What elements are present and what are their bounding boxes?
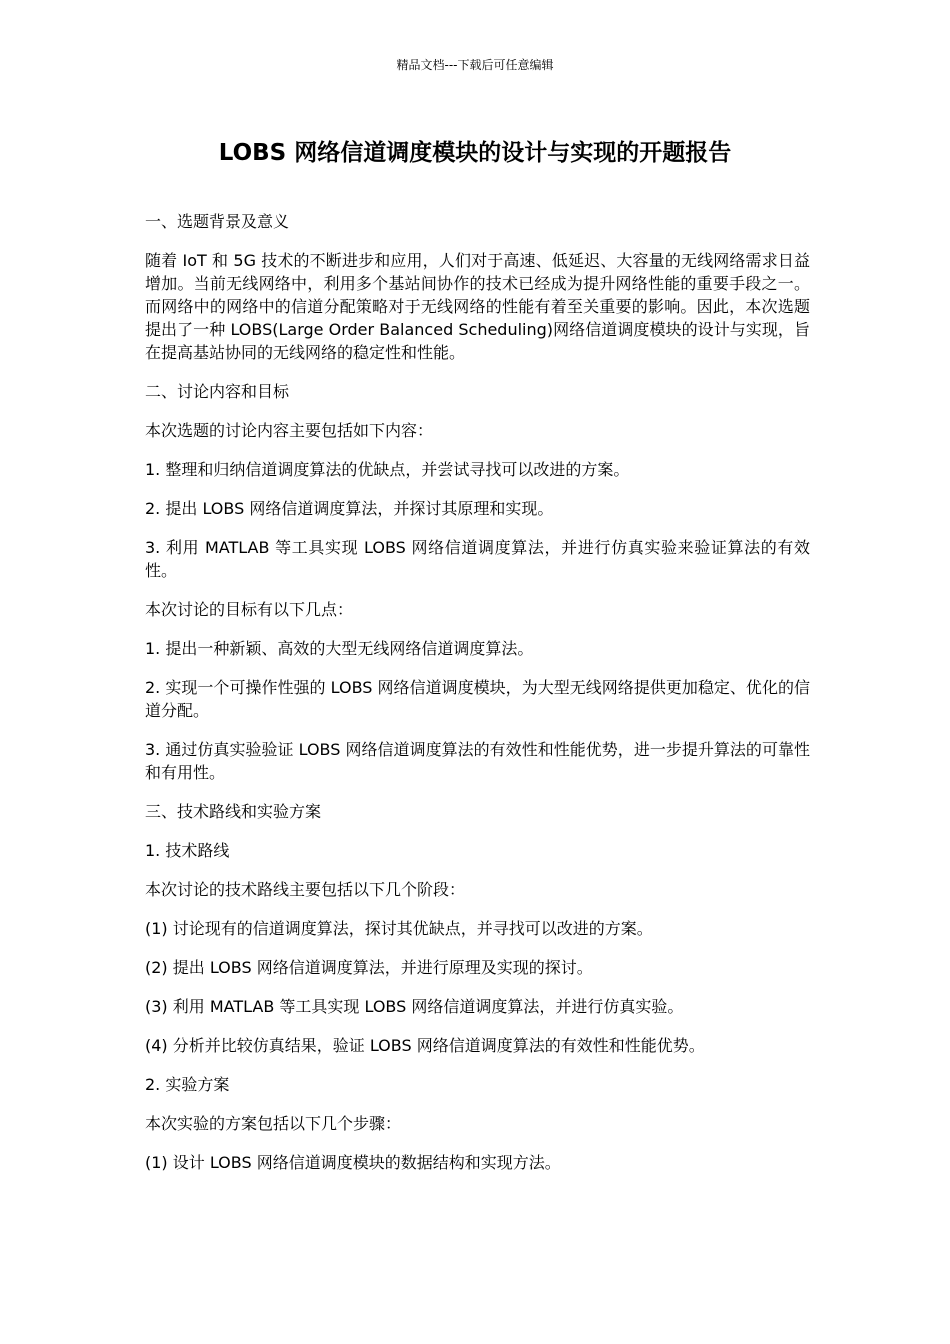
header-note: 精品文档---下载后可任意编辑	[396, 58, 554, 72]
paragraph-goals-intro: 本次讨论的目标有以下几点：	[145, 600, 354, 619]
paragraph-route-intro: 本次讨论的技术路线主要包括以下几个阶段：	[145, 880, 466, 899]
section-heading-technical-route: 三、技术路线和实验方案	[145, 802, 322, 821]
goal-item-1: 1. 提出一种新颖、高效的大型无线网络信道调度算法。	[145, 639, 534, 658]
paragraph-plan-intro: 本次实验的方案包括以下几个步骤：	[145, 1114, 402, 1133]
section-heading-background: 一、选题背景及意义	[145, 212, 290, 231]
content-item-3: 3. 利用 MATLAB 等工具实现 LOBS 网络信道调度算法，并进行仿真实验来验证算法的有效性。	[145, 538, 810, 580]
paragraph-content-intro: 本次选题的讨论内容主要包括如下内容：	[145, 421, 434, 440]
goal-item-2: 2. 实现一个可操作性强的 LOBS 网络信道调度模块，为大型无线网络提供更加稳定、优化的信道分配。	[145, 678, 810, 720]
section-heading-content-goals: 二、讨论内容和目标	[145, 382, 290, 401]
subheading-experiment-plan: 2. 实验方案	[145, 1075, 230, 1094]
route-step-4: (4) 分析并比较仿真结果，验证 LOBS 网络信道调度算法的有效性和性能优势。	[145, 1036, 705, 1055]
route-step-3: (3) 利用 MATLAB 等工具实现 LOBS 网络信道调度算法，并进行仿真实验。	[145, 997, 684, 1016]
subheading-technical-route: 1. 技术路线	[145, 841, 230, 860]
route-step-1: (1) 讨论现有的信道调度算法，探讨其优缺点，并寻找可以改进的方案。	[145, 919, 653, 938]
document-body	[145, 210, 810, 1190]
route-step-2: (2) 提出 LOBS 网络信道调度算法，并进行原理及实现的探讨。	[145, 958, 593, 977]
paragraph-background: 随着 IoT 和 5G 技术的不断进步和应用，人们对于高速、低延迟、大容量的无线网络需求日益增加。当前无线网络中，利用多个基站间协作的技术已经成为提升网络性能的重要手段之一。而网络中的网络中的信道分配策略对于无线网络的性能有着至关重要的影响。因此，本次选题提出了一种 LOBS(Large Order Balanced Scheduling)网络信道调度模块的设计与实现，旨在提高基站协同的无线网络的稳定性和性能。	[145, 251, 810, 362]
document-title: LOBS 网络信道调度模块的设计与实现的开题报告	[218, 140, 732, 166]
content-item-1: 1. 整理和归纳信道调度算法的优缺点，并尝试寻找可以改进的方案。	[145, 460, 630, 479]
plan-step-1: (1) 设计 LOBS 网络信道调度模块的数据结构和实现方法。	[145, 1153, 561, 1172]
content-item-2: 2. 提出 LOBS 网络信道调度算法，并探讨其原理和实现。	[145, 499, 554, 518]
goal-item-3: 3. 通过仿真实验验证 LOBS 网络信道调度算法的有效性和性能优势，进一步提升算法的可靠性和有用性。	[145, 740, 810, 782]
